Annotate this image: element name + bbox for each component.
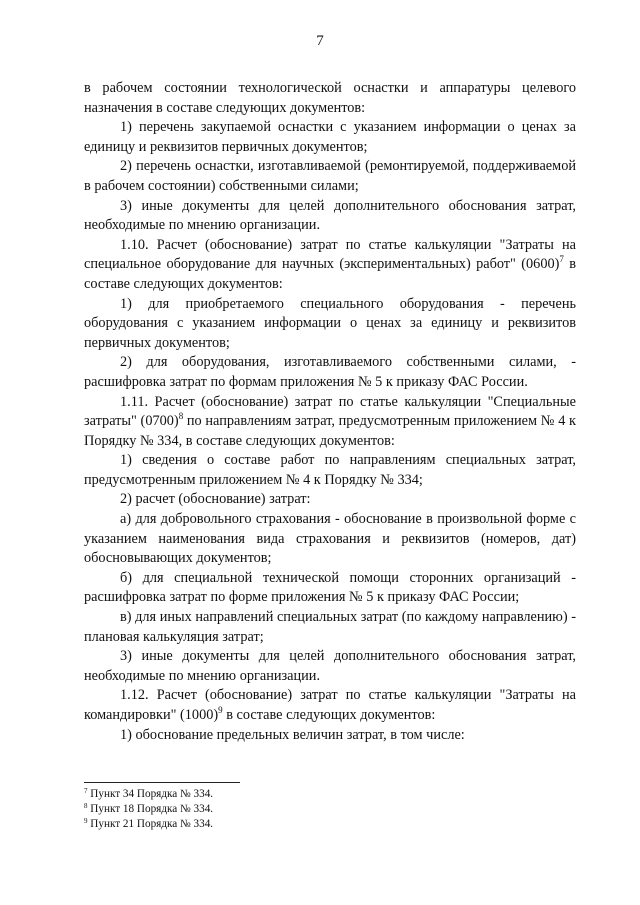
paragraph-text-continued: по направлениям затрат, предусмотренным приложением № 4 к Порядку № 334, в составе следующих документов: [84, 413, 576, 449]
footnote-reference: 9 [218, 705, 223, 715]
paragraph-text: б) для специальной технической помощи сторонних организаций - расшифровка затрат по форме приложения № 5 к приказу ФАС России; [84, 569, 576, 606]
footnote [84, 787, 213, 802]
paragraph-text: 1.11. Расчет (обоснование) затрат по статье калькуляции "Специальные затраты" (0700) [84, 393, 576, 430]
footnote-number: 9 [84, 816, 88, 825]
paragraph [84, 118, 576, 157]
paragraph [84, 197, 576, 236]
footnotes [84, 787, 213, 831]
paragraph-text: 1) обоснование предельных величин затрат, в том числе: [120, 726, 465, 743]
paragraph-text: 1.12. Расчет (обоснование) затрат по статье калькуляции "Затраты на командировки" (1000) [84, 687, 576, 723]
paragraph-text: 2) для оборудования, изготавливаемого собственными силами, - расшифровка затрат по формам приложения № 5 к приказу ФАС России. [84, 354, 576, 390]
paragraph-text: 1) сведения о составе работ по направлениям специальных затрат, предусмотренным приложением № 4 к Порядку № 334; [84, 452, 576, 488]
paragraph-text: 2) расчет (обоснование) затрат: [120, 491, 311, 508]
paragraph-text: 1) для приобретаемого специального оборудования - перечень оборудования с указанием информации о ценах за единицу и реквизитов первичных документов; [84, 295, 576, 351]
footnote-reference: 7 [559, 254, 564, 265]
paragraph-text: 3) иные документы для целей дополнительного обоснования затрат, необходимые по мнению организации. [84, 648, 576, 684]
paragraph-text: а) для добровольного страхования - обоснование в произвольной форме с указанием наименования вида страхования и реквизитов (номеров, дат) обосновывающих документов; [84, 511, 576, 567]
paragraph [84, 726, 576, 746]
footnote-text: Пункт 21 Порядка № 334. [87, 817, 214, 830]
footnote-text: Пункт 34 Порядка № 334. [87, 788, 214, 800]
paragraph [84, 569, 576, 608]
paragraph [84, 647, 576, 686]
paragraph [84, 686, 576, 725]
paragraph [84, 451, 576, 490]
paragraph-text-continued: в составе следующих документов: [222, 707, 436, 723]
paragraph [84, 353, 576, 392]
paragraph-text: 1) перечень закупаемой оснастки с указанием информации о ценах за единицу и реквизитов первичных документов; [84, 119, 576, 155]
paragraph-text: в) для иных направлений специальных затрат (по каждому направлению) - плановая калькуляция затрат; [84, 609, 576, 645]
paragraph [84, 510, 576, 569]
paragraph-text-continued: в составе следующих документов: [84, 256, 576, 292]
paragraph [84, 393, 576, 452]
paragraph-text: 2) перечень оснастки, изготавливаемой (ремонтируемой, поддерживаемой в рабочем состоянии) собственными силами; [84, 158, 576, 194]
paragraph [84, 490, 576, 510]
paragraph-text: в рабочем состоянии технологической оснастки и аппаратуры целевого назначения в составе следующих документов: [84, 80, 576, 116]
footnote [84, 817, 213, 832]
paragraph [84, 157, 576, 196]
footnote-reference: 8 [178, 411, 184, 422]
paragraph [84, 295, 576, 354]
footnote-number: 8 [84, 801, 88, 810]
footnote-text: Пункт 18 Порядка № 334. [87, 802, 214, 815]
footnote-separator [84, 782, 240, 783]
paragraph [84, 608, 576, 647]
page-number: 7 [316, 33, 324, 49]
paragraph-text: 3) иные документы для целей дополнительного обоснования затрат, необходимые по мнению организации. [84, 197, 576, 234]
paragraph [84, 236, 576, 295]
footnote-number: 7 [84, 787, 88, 795]
footnote [84, 802, 213, 817]
paragraph-text: 1.10. Расчет (обоснование) затрат по статье калькуляции "Затраты на специальное оборудование для научных (экспериментальных) работ" (0600) [84, 236, 576, 273]
paragraph [84, 79, 576, 118]
document-body [84, 79, 576, 745]
